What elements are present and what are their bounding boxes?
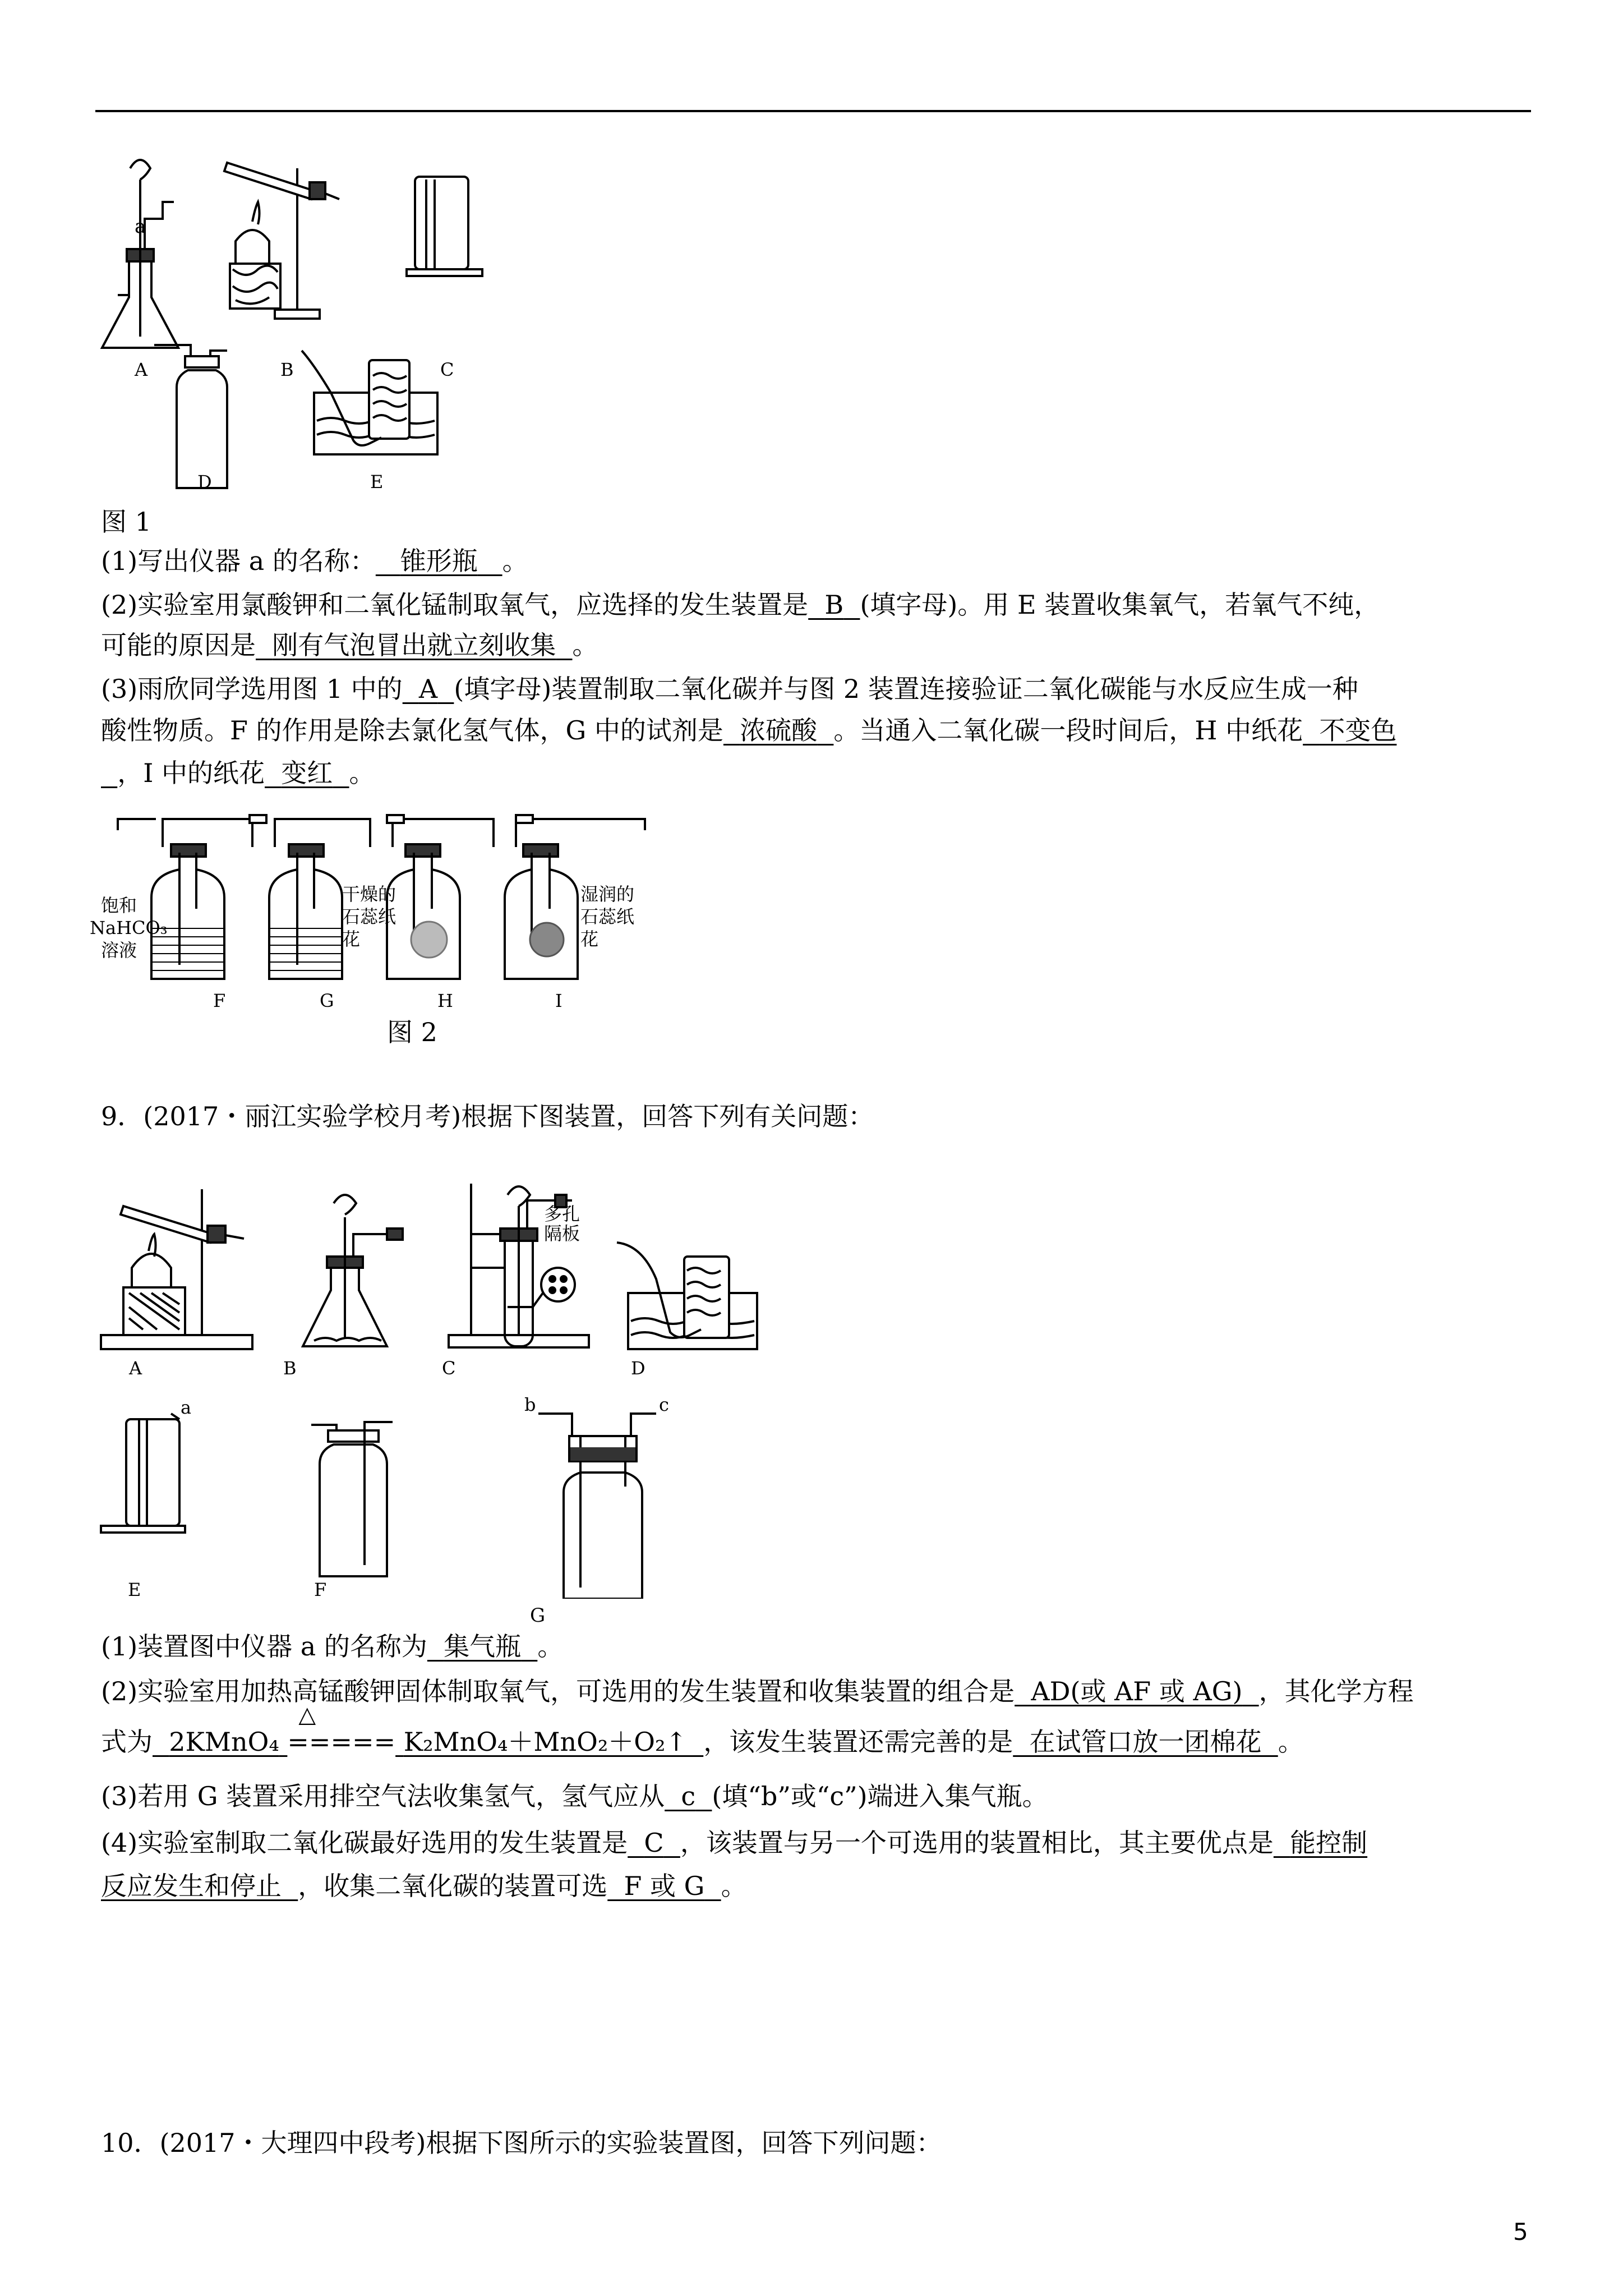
fig2-label-G: G (320, 990, 334, 1011)
fig1-label-A: A (135, 359, 148, 380)
svg-text:多孔: 多孔 (544, 1203, 580, 1225)
q9-part3: (3)若用 G 装置采用排空气法收集氢气，氢气应从 c (填“b”或“c”)端进入集气瓶。 (101, 1781, 1048, 1811)
svg-text:花: 花 (342, 928, 361, 950)
answer-blank: 刚有气泡冒出就立刻收集 (272, 630, 556, 660)
q9-title: 9．(2017・丽江实验学校月考)根据下图装置，回答下列有关问题： (101, 1101, 874, 1131)
svg-text:湿润的: 湿润的 (580, 884, 635, 905)
svg-text:NaHCO₃: NaHCO₃ (90, 917, 168, 938)
answer-blank: 在试管口放一团棉花 (1029, 1727, 1262, 1757)
answer-blank: 不变色 (1319, 715, 1397, 746)
answer-blank: 浓硫酸 (740, 715, 818, 746)
fig-q9-label-D: D (631, 1358, 645, 1379)
svg-text:干燥的: 干燥的 (342, 884, 396, 905)
q9-part4-line1: (4)实验室制取二氧化碳最好选用的发生装置是 C ，该装置与另一个可选用的装置相比，其主要优点是 能控制 (101, 1828, 1368, 1858)
svg-text:石蕊纸: 石蕊纸 (342, 906, 396, 927)
answer-blank: F 或 G (624, 1871, 705, 1901)
equation: 2KMnO₄ △ ===== K₂MnO₄＋MnO₂＋O₂↑ (169, 1702, 687, 1757)
header-rule (95, 110, 1531, 112)
figure-2-caption: 图 2 (387, 1017, 437, 1047)
figure-q9 (90, 1172, 942, 1599)
fig2-label-F: F (213, 990, 226, 1011)
svg-text:溶液: 溶液 (101, 940, 137, 961)
svg-text:a: a (135, 215, 146, 238)
q8-part2-line2: 可能的原因是 刚有气泡冒出就立刻收集 。 (101, 630, 598, 660)
fig1-label-C: C (440, 359, 454, 380)
q8-part1: (1)写出仪器 a 的名称： 锥形瓶 。 (101, 546, 528, 576)
svg-text:石蕊纸: 石蕊纸 (580, 906, 635, 927)
q9-part1: (1)装置图中仪器 a 的名称为 集气瓶 。 (101, 1631, 564, 1662)
answer-blank: c (681, 1781, 696, 1811)
answer-blank: C (644, 1828, 664, 1858)
page-number: 5 (1513, 2218, 1528, 2246)
figure-1-caption: 图 1 (101, 507, 151, 537)
q8-part2-line1: (2)实验室用氯酸钾和二氧化锰制取氧气，应选择的发生装置是 B (填字母)。用 E 装置收集氧气，若氧气不纯， (101, 590, 1380, 620)
fig1-label-B: B (280, 359, 294, 380)
answer-blank: B (824, 590, 844, 620)
fig-q9-label-G: G (530, 1604, 546, 1627)
svg-text:花: 花 (580, 928, 599, 950)
answer-blank: AD(或 AF 或 AG) (1031, 1676, 1243, 1706)
answer-blank: 锥形瓶 (400, 546, 478, 576)
q8-part3-line1: (3)雨欣同学选用图 1 中的 A (填字母)装置制取二氧化碳并与图 2 装置连接验证二氧化碳能与水反应生成一种 (101, 674, 1358, 704)
svg-text:饱和: 饱和 (101, 895, 137, 916)
svg-text:c: c (659, 1394, 669, 1415)
fig-q9-label-C: C (442, 1358, 456, 1379)
answer-blank: A (418, 674, 438, 704)
fig-q9-label-F: F (314, 1579, 327, 1599)
answer-blank: 反应发生和停止 (101, 1871, 282, 1901)
q8-part3-line2: 酸性物质。F 的作用是除去氯化氢气体，G 中的试剂是 浓硫酸 。当通入二氧化碳一段时间后，H 中纸花 不变色 (101, 715, 1397, 746)
svg-text:隔板: 隔板 (544, 1223, 580, 1244)
answer-blank: 能控制 (1290, 1828, 1368, 1858)
figure-1 (90, 129, 538, 494)
fig2-label-I: I (555, 990, 562, 1011)
svg-text:b: b (524, 1394, 536, 1415)
q8-part3-line3: ，I 中的纸花 变红 。 (117, 758, 375, 788)
svg-text:a: a (181, 1397, 192, 1418)
fig1-label-D: D (197, 471, 212, 493)
q9-part4-line2: 反应发生和停止 ，收集二氧化碳的装置可选 F 或 G 。 (101, 1871, 747, 1901)
fig2-label-H: H (437, 990, 453, 1011)
q10-title: 10．(2017・大理四中段考)根据下图所示的实验装置图，回答下列问题： (101, 2128, 942, 2158)
q9-part2-line1: (2)实验室用加热高锰酸钾固体制取氧气，可选用的发生装置和收集装置的组合是 AD(或 AF 或 AG) ，其化学方程 (101, 1676, 1414, 1706)
fig-q9-label-B: B (283, 1358, 297, 1379)
fig-q9-label-A: A (129, 1358, 142, 1379)
fig-q9-label-E: E (128, 1579, 141, 1599)
answer-blank: 集气瓶 (444, 1631, 522, 1662)
q9-part2-line2: 式为 2KMnO₄ △ ===== K₂MnO₄＋MnO₂＋O₂↑ ，该发生装置还需完善的是 在试管口放一团棉花 。 (101, 1702, 1304, 1757)
answer-blank: 变红 (281, 758, 333, 788)
fig1-label-E: E (370, 471, 384, 493)
